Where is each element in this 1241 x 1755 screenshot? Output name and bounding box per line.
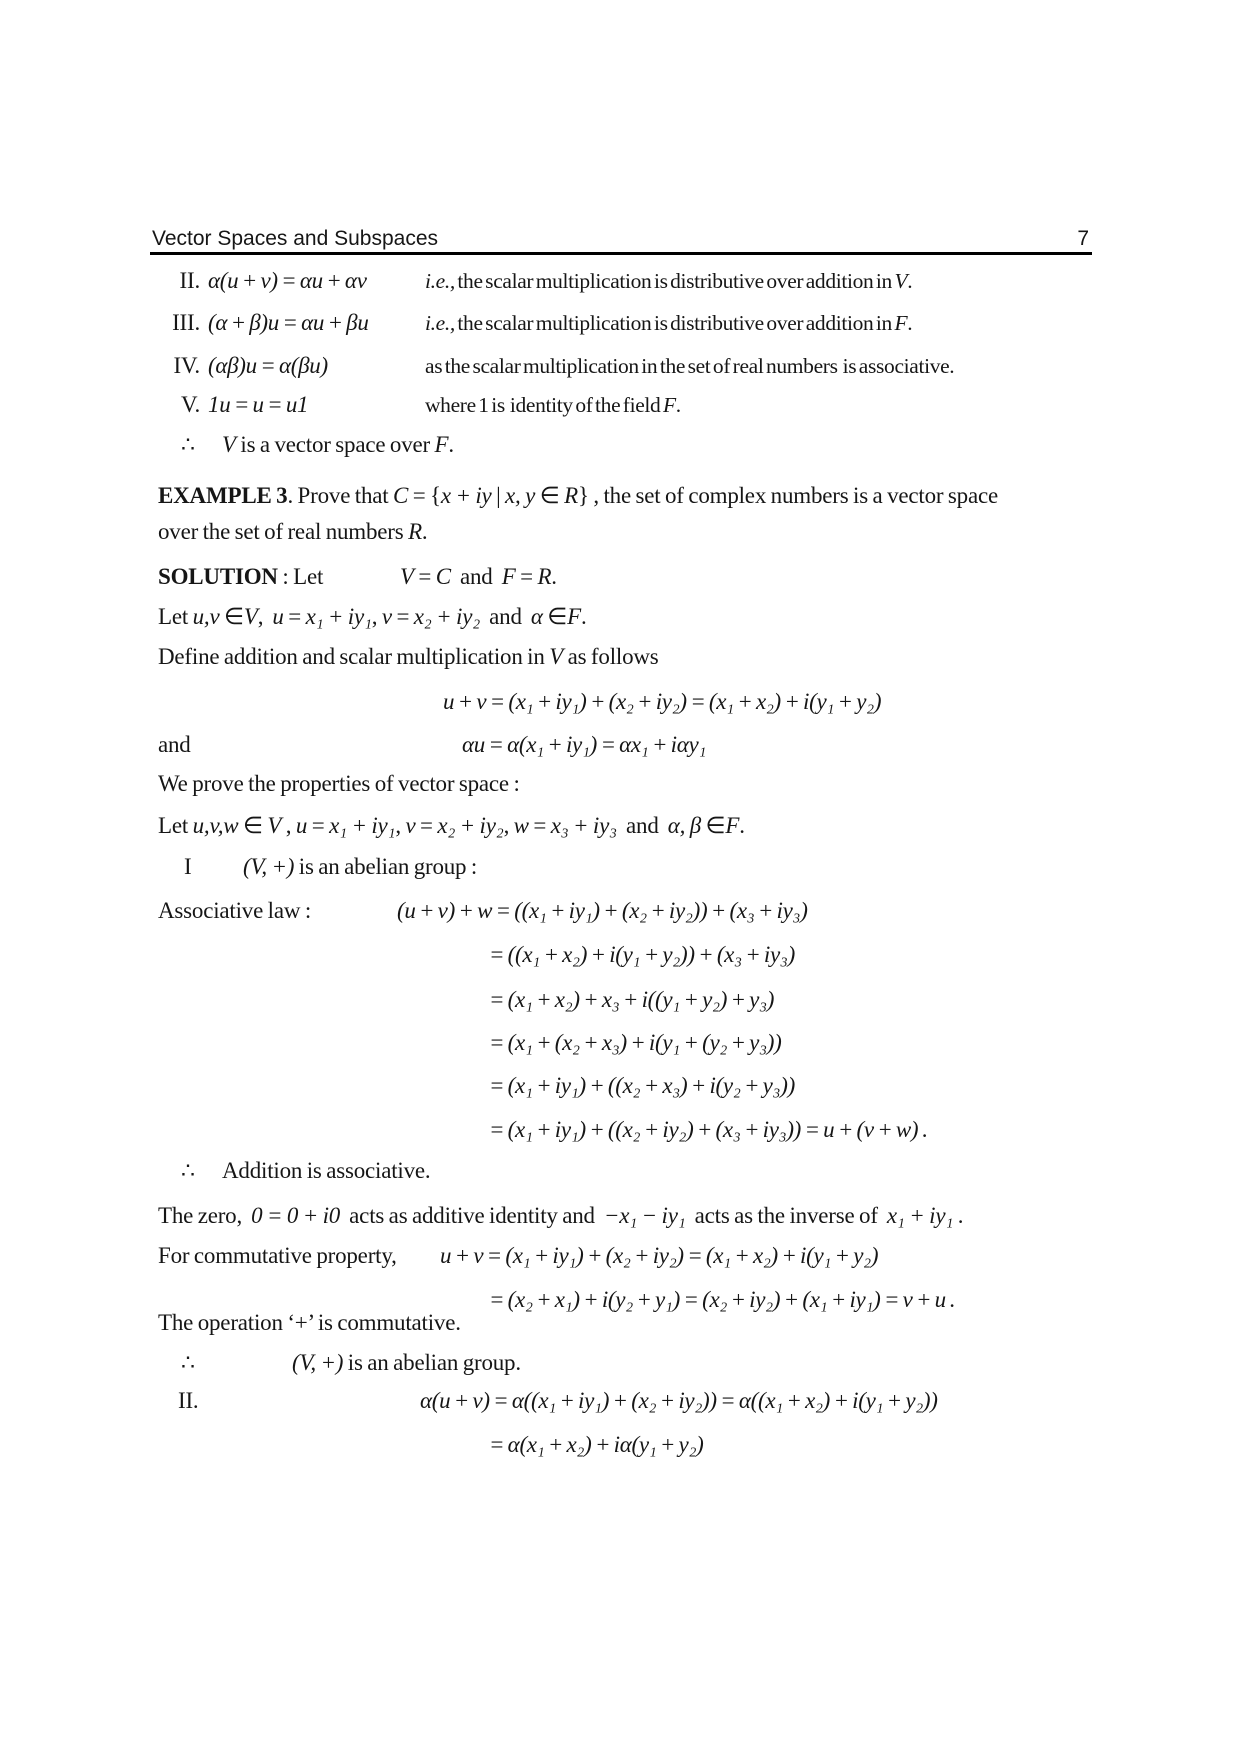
property-formula: α(u + v) = αu + αv [208,268,367,293]
text-segment: . [421,519,428,544]
text-segment: x + iy [440,483,492,508]
text-segment: over the set of real numbers [158,519,409,544]
text-segment: v [405,813,416,838]
associative-step-3 [0,1026,1241,1062]
text-segment: The zero, [158,1203,252,1228]
property-row-iv [0,349,1241,385]
text-segment: acts as additive identity and [340,1203,604,1228]
text-segment: α [530,604,543,629]
text-segment: EXAMPLE 3 [158,483,288,508]
property-number: III. [172,310,200,335]
operation-commutative-line [0,1306,1241,1342]
text-segment: We prove the properties of vector space : [158,771,520,796]
text-segment: , [257,604,273,629]
text-segment: = [415,813,438,838]
item-number: I [184,854,192,879]
text-segment: = (x₁ + iy₁) + ((x₂ + x₃) + i(y₂ + y₃)) [489,1073,795,1098]
property-row-iii [0,306,1241,342]
property-row-ii [0,264,1241,300]
text-segment: 0 = 0 + i0 [251,1203,341,1228]
equation [489,1428,704,1462]
property-formula: (αβ)u = α(βu) [208,353,328,378]
text-segment: F [894,311,908,335]
text-segment: , [281,813,296,838]
text-segment: . [448,432,454,457]
therefore-symbol: ∴ [181,1350,195,1375]
text-segment: . [551,564,557,589]
text-segment: Associative law : [158,898,312,923]
text-segment: = (x₁ + x₂) + x₃ + i((y₁ + y₂) + y₃) [489,987,775,1012]
text-segment: x₁ + iy₁ [329,813,396,838]
text-segment: . [907,311,913,335]
text-segment: = ((x₁ + x₂) + i(y₁ + y₂)) + (x₃ + iy₃) [489,942,795,967]
text-segment: : Let [277,564,324,589]
header-rule [150,252,1092,255]
text-segment: as follows [563,644,659,669]
associative-step-5 [0,1113,1241,1149]
text-segment: R [408,519,422,544]
equation [462,728,706,762]
text-segment: The operation ‘+’ is commutative. [158,1310,461,1335]
text-segment: (V, +) [243,854,295,879]
we-prove-line [0,767,1241,803]
example-line-1 [0,479,1241,515]
text-segment: i.e., [425,269,455,293]
text-segment: (V, +) [292,1350,344,1375]
text-segment: and [450,564,502,589]
text-segment: V [222,432,236,457]
conclusion-vector-space [0,428,1241,464]
text-segment: αu = α(x₁ + iy₁) = αx₁ + iαy₁ [462,732,707,757]
equation [440,1239,878,1273]
therefore-symbol: ∴ [181,432,195,457]
text-segment: . [953,1203,964,1228]
text-segment: V [400,564,414,589]
equation [420,1384,938,1418]
conclusion-text [292,1346,521,1380]
text-segment: . [945,1287,955,1312]
text-segment: = [391,604,414,629]
equation [443,685,881,719]
define-line [0,640,1241,676]
associative-step-2 [0,983,1241,1019]
equation [489,1113,927,1147]
equation [489,938,795,972]
text-segment: is an abelian group : [294,854,478,879]
conclusion-abelian [0,1346,1241,1382]
text-segment: = (x₁ + (x₂ + x₃) + i(y₁ + (y₂ + y₃)) [489,1030,782,1055]
text-segment: V [549,644,564,669]
text-segment: u + v = (x₁ + iy₁) + (x₂ + iy₂) = (x₁ + x₂) + i(y₁ + y₂) [440,1243,879,1268]
property-row-v [0,388,1241,424]
page-title: Vector Spaces and Subspaces [152,227,439,250]
text-segment: i.e., [425,311,455,335]
property-number: IV. [173,353,200,378]
let-line-2 [0,809,1241,845]
solution-label [158,560,323,594]
text-segment: For commutative property, [158,1243,397,1268]
text-segment: acts as the inverse of [685,1203,887,1228]
item-number: II. [178,1388,199,1413]
text-segment: x₃ + iy₃ [550,813,617,838]
text-segment: F [434,432,449,457]
text-segment: F [662,393,676,417]
text-segment: ∈ [238,813,268,838]
therefore-symbol: ∴ [181,1158,195,1183]
property-description [425,306,912,340]
zero-identity-line [0,1199,1241,1235]
let-text [158,809,745,843]
associative-step-4 [0,1069,1241,1105]
text-segment: u [295,813,308,838]
text-segment: . [675,393,681,417]
equation-addition [0,685,1241,721]
text-segment: as the scalar multiplication in the set of real numbers is associative. [425,354,955,378]
text-segment: F [567,604,581,629]
example-text [158,515,427,549]
page-number: 7 [1077,227,1089,250]
associative-step-1 [0,938,1241,974]
text-segment: x₂ + iy₂ [413,604,481,629]
text-segment: Define addition and scalar multiplication in [158,644,550,669]
text-segment: (u + v) + w = ((x₁ + iy₁) + (x₂ + iy₂)) + (x₃ + iy₃) [397,898,808,923]
text-segment: x₁ + iy₁ [305,604,372,629]
text-segment: α, β [667,813,701,838]
text-segment: R [564,483,578,508]
text-segment: V [243,604,258,629]
conclusion-text [222,428,454,462]
item-ii-row [0,1384,1241,1420]
property-description [425,349,954,383]
text-segment: . [739,813,745,838]
text-segment: Let [158,604,193,629]
text-segment: . [907,269,913,293]
solution-line [0,560,1241,596]
text-segment: = [515,564,538,589]
text-segment: . [918,1117,928,1142]
text-segment: = [413,564,436,589]
text-segment: = { [408,483,441,508]
text-segment: R [537,564,552,589]
text-segment: V [267,813,282,838]
conclusion-associative [0,1154,1241,1190]
text-segment: } , the set of complex numbers is a vector space [577,483,998,508]
text-segment: and [616,813,668,838]
text-segment: . [580,604,587,629]
text-segment: the scalar multiplication is distributive over addition in [454,269,895,293]
text-segment: ∈ [542,604,568,629]
let-line-1 [0,600,1241,636]
text-segment: Let [158,813,193,838]
property-number: II. [179,268,200,293]
text-segment: ∈ [219,604,244,629]
zero-identity-text [158,1199,963,1233]
commutative-label [158,1239,397,1273]
let-text [158,600,587,634]
text-segment: . Prove that [287,483,394,508]
and-label [158,728,191,762]
example-text [158,479,998,513]
text-segment: v [381,604,392,629]
text-segment: F [501,564,516,589]
text-segment: , [503,813,514,838]
text-segment: | [491,483,506,508]
associative-label [158,894,311,928]
item-text [243,850,477,884]
property-description [425,388,681,422]
text-segment: is an abelian group. [343,1350,521,1375]
text-segment: F [725,813,740,838]
item-ii-step [0,1428,1241,1464]
we-prove-text [158,767,520,801]
text-segment: = (x₁ + iy₁) + ((x₂ + iy₂) + (x₃ + iy₃)) = u + (v + w) [489,1117,919,1142]
solution-value [400,560,557,594]
equation [489,983,774,1017]
example-line-2 [0,515,1241,551]
text-segment: V [894,269,908,293]
text-segment: Addition is associative. [222,1158,431,1183]
text-segment: the scalar multiplication is distributive over addition in [454,311,895,335]
text-segment: C [393,483,409,508]
equation [397,894,808,928]
property-description [425,264,912,298]
property-formula: (α + β)u = αu + βu [208,310,369,335]
text-segment: x₁ + iy₁ [886,1203,954,1228]
text-segment: u,v,w [192,813,239,838]
text-segment: ∈ [700,813,726,838]
equation [489,1069,795,1103]
text-segment: = [307,813,330,838]
text-segment: = [528,813,551,838]
text-segment: SOLUTION [158,564,278,589]
text-segment: = α(x₁ + x₂) + iα(y₁ + y₂) [489,1432,704,1457]
item-i-row [0,850,1241,886]
text-segment: x, y [505,483,536,508]
property-formula: 1u = u = u1 [208,392,309,417]
associative-law-row [0,894,1241,930]
text-segment: ∈ [535,483,565,508]
text-segment: u,v [192,604,220,629]
text-segment: −x₁ − iy₁ [603,1203,686,1228]
commutative-row [0,1239,1241,1275]
text-segment: where 1 is identity of the field [425,393,663,417]
text-segment: w [513,813,529,838]
conclusion-text [222,1154,430,1188]
property-number: V. [181,392,200,417]
text-segment: u [272,604,284,629]
text-segment: and [480,604,531,629]
text-segment: , [395,813,406,838]
text-segment: is a vector space over [235,432,435,457]
text-segment: x₂ + iy₂ [437,813,504,838]
operation-commutative-text [158,1306,461,1340]
text-segment: , [371,604,382,629]
text-segment: u + v = (x₁ + iy₁) + (x₂ + iy₂) = (x₁ + x₂) + i(y₁ + y₂) [443,689,882,714]
text-segment: = (x₂ + x₁) + i(y₂ + y₁) = (x₂ + iy₂) + (x₁ + iy₁) = v + u [489,1287,946,1312]
text-segment: C [435,564,451,589]
equation [489,1026,782,1060]
equation-scalar-row [0,728,1241,764]
text-segment: and [158,732,191,757]
text-segment: α(u + v) = α((x₁ + iy₁) + (x₂ + iy₂)) = α((x₁ + x₂) + i(y₁ + y₂)) [420,1388,938,1413]
text-segment: = [283,604,306,629]
define-text [158,640,659,674]
